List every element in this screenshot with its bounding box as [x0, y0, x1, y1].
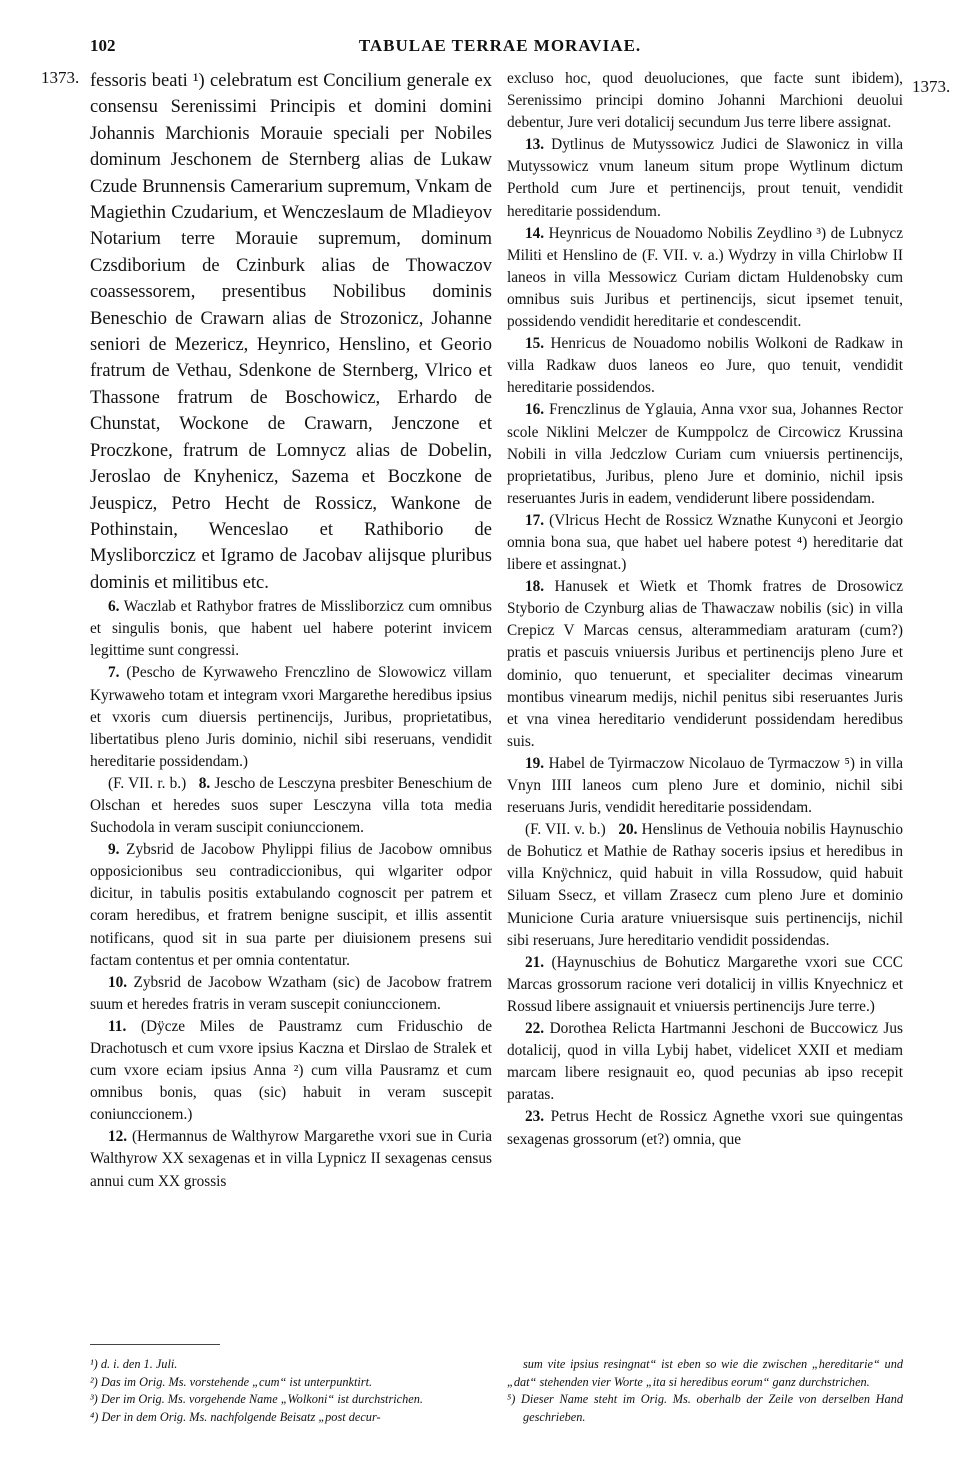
entry-16 — [507, 399, 903, 509]
entry-text: Jescho de Lesczyna presbiter Beneschium de Olschan et heredes suos super Lesczyna villa tota media Suchodola in veram suscipit coniunccionem. — [90, 774, 492, 837]
entry-number: 9. — [108, 841, 120, 859]
folio-reference: (F. VII. r. b.) — [108, 774, 187, 792]
entry-20 — [507, 819, 903, 952]
footnote-separator — [90, 1344, 220, 1345]
entry-23 — [507, 1106, 903, 1150]
entry-6 — [90, 596, 492, 662]
footnote-1: ¹) d. i. den 1. Juli. — [90, 1357, 178, 1371]
entry-text: Habel de Tyirmaczow Nicolauo de Tyrmaczow ⁵) in villa Vnyn IIII laneos cum pleno Jure et dominio, nichil sibi reseruans Juris, vendidit hereditarie possidendam. — [507, 754, 903, 817]
entry-18 — [507, 576, 903, 753]
entry-number: 12. — [108, 1128, 128, 1146]
entry-13 — [507, 134, 903, 222]
entry-number: 22. — [525, 1020, 545, 1038]
page-number: 102 — [90, 36, 116, 55]
footnote-5: ⁵) Dieser Name steht im Orig. Ms. oberhalb der Zeile von derselben Hand geschrieben. — [507, 1392, 903, 1424]
folio-reference: (F. VII. v. b.) — [525, 821, 606, 839]
entry-14 — [507, 223, 903, 333]
entry-21 — [507, 952, 903, 1018]
entry-number: 6. — [108, 598, 120, 616]
entry-8 — [90, 773, 492, 839]
entry-number: 15. — [525, 335, 545, 353]
entry-number: 19. — [525, 754, 545, 772]
entry-12 — [90, 1126, 492, 1192]
footnote-4-continued: sum vite ipsius resingnat“ ist eben so wie die zwischen „hereditarie“ und „dat“ stehenden vier Worte „ita si heredibus eorum“ ganz durchstrichen. — [507, 1357, 903, 1389]
entry-text: Henricus de Nouadomo nobilis Wolkoni de Radkaw in villa Radkaw duos laneos eo Jure, quo tenuit, vendidit hereditarie possidendos. — [507, 335, 903, 397]
entry-7 — [90, 662, 492, 772]
entry-number: 11. — [108, 1017, 127, 1035]
entry-number: 18. — [525, 578, 545, 596]
footnotes-right — [507, 1356, 903, 1426]
entry-number: 21. — [525, 953, 545, 971]
entry-text: Zybsrid de Jacobow Wzatham (sic) de Jacobow fratrem suum et heredes fratris in veram suscepit coniunccionem. — [90, 973, 492, 1013]
footnote-4: ⁴) Der in dem Orig. Ms. nachfolgende Beisatz „post decur- — [90, 1409, 381, 1424]
entry-text: Petrus Hecht de Rossicz Agnethe vxori sue quingentas sexagenas grossorum (et?) omnia, que — [507, 1108, 903, 1148]
entry-22 — [507, 1018, 903, 1106]
entry-text: Hanusek et Wietk et Thomk fratres de Drosowicz Styborio de Czynburg alias de Thawaczaw nobilis (sic) in villa Crepicz V Marcas census, alterammediam araturam (cum?) pratis et pascuis vniuersis Juribus et pertinencijs pleno Jure et dominio, quo tenuerunt, et specialiter decimas vinearum montibus vinearum medijs, nichil penitus sibi reseruantes Juris et vna vinea hereditario vendiderunt possidendam heredibus suis. — [507, 578, 903, 750]
footnote-2: ²) Das im Orig. Ms. vorstehende „cum“ ist unterpunktirt. — [90, 1374, 373, 1389]
entry-9 — [90, 839, 492, 972]
entry-12-continued: excluso hoc, quod deuoluciones, que facte sunt ibidem), Serenissimo principi domino Johanni Marchioni deuolui debentur, Jure veri dotalicij secundum Jus terre libere assignat. — [507, 70, 903, 132]
entry-text: (Vlricus Hecht de Rossicz Wznathe Kunyconi et Jeorgio omnia bona sua, que habet uel habere potest ⁴) hereditarie dat libere et assingnat.) — [507, 511, 903, 574]
page-header — [90, 36, 910, 60]
entry-text: Dytlinus de Mutyssowicz Judici de Slawonicz in villa Mutyssowicz vnum laneum situm prope Wytlinum dictum Perthold cum Jure et pertinencijs, prout tenuit, vendidit hereditarie possidendum. — [507, 136, 903, 220]
entry-number: 8. — [198, 774, 211, 792]
entry-text: Dorothea Relicta Hartmanni Jeschoni de Buccowicz Jus dotalicij, quod in villa Lybij habet, videlicet XXII et mediam marcam libere resignauit eo, quod pecunias ab ipso recepit paratas. — [507, 1020, 903, 1104]
entry-number: 14. — [525, 224, 545, 242]
entry-text: (Hermannus de Walthyrow Margarethe vxori sue in Curia Walthyrow XX sexagenas et in villa Lypnicz II sexagenas census annui cum XX grossis — [90, 1128, 492, 1190]
entry-text: (Haynuschius de Bohuticz Margarethe vxori sue CCC Marcas grossorum racione veri dotalicij in villis Knyechnicz et Rossud libere assignauit et vniuersis pertinencijs Jure terre.) — [507, 953, 903, 1015]
margin-year-right: 1373. — [912, 77, 951, 96]
right-column — [507, 68, 903, 1151]
left-column — [90, 68, 492, 1193]
entry-text: Heynricus de Nouadomo Nobilis Zeydlino ³) de Lubnycz Militi et Henslino de (F. VII. v. a.) Wydrzy in villa Chirlobw II laneos in villa Messowicz Curiam dictam Huldenobsky cum omnibus suis Juribus et pertinencijs, sicut ipsemet tenuit, possidendo vendidit hereditarie et condescendit. — [507, 224, 903, 331]
running-title: TABULAE TERRAE MORAVIAE. — [358, 36, 642, 55]
entry-number: 17. — [525, 511, 545, 529]
entry-number: 16. — [525, 401, 545, 419]
entry-text: (Pescho de Kyrwaweho Frenczlino de Slowowicz villam Kyrwaweho totam et integram vxori Margarethe heredibus ipsius et vxoris cum diuersis pertinencijs, Juribus, proprietatibus, libertatibus pleno Juris dominio, nichil sibi reseruans, vendidit hereditarie possidendam.) — [90, 664, 492, 770]
footnotes-left — [90, 1356, 490, 1426]
entry-number: 13. — [525, 136, 545, 154]
entry-text: Zybsrid de Jacobow Phylippi filius de Jacobow omnibus opposicionibus seu contradiccionibus, qui wlgariter odpor dicitur, in tabulis positis extabulando cognoscit per patrem et coram heredibus, et fratrem benigne suscipit, et illis assentit notificans, quod sit in sua parte per diuisionem presens sui factam contentus et per omnia contentatur. — [90, 841, 492, 969]
paragraph-intro: fessoris beati ¹) celebratum est Concilium generale ex consensu Serenissimi Principis et domini domini Johannis Marchionis Morauie speciali per Nobiles dominum Jeschonem de Sternberg alias de Lukaw Czude Brunnensis Camerarium supremum, Vnkam de Magiethin Czudarium, et Wenczeslaum de Mladieyov Notarium terre Morauie supremum, dominum Czsdiborium de Czinburk alias de Thowaczov coassessorem, presentibus Nobilibus dominis Beneschio de Crawarn alias de Strozonicz, Johanne seniori de Mezericz, Heynrico, Henslino, et Georio fratrum de Vethau, Sdenkone de Sternberg, Vlrico et Thassone fratrum de Boschowicz, Erhardo de Chunstat, Wockone de Crawarn, Jenczone et Proczkone, fratrum de Lomnycz alias de Dobelin, Jeroslao de Knyhenicz, Sazema et Boczkone de Jeuspicz, Petro Hecht de Rossicz, Wankone de Pothinstain, Wenceslao et Rathiborio de Mysliborczicz et Igramo de Jacobav alijsque pluribus dominis et militibus etc. — [90, 71, 492, 593]
entry-15 — [507, 333, 903, 399]
margin-year-left: 1373. — [41, 68, 80, 87]
footnote-3: ³) Der im Orig. Ms. vorgehende Name „Wolkoni“ ist durchstrichen. — [90, 1392, 423, 1406]
entry-number: 23. — [525, 1108, 545, 1126]
entry-text: Waczlab et Rathybor fratres de Missliborzicz cum omnibus et singulis bonis, que habent uel habere poterint invicem legittime sunt congressi. — [90, 598, 492, 660]
entry-19 — [507, 753, 903, 819]
entry-text: Henslinus de Vethouia nobilis Haynuschio de Bohuticz et Mathie de Rathay soceris ipsius et heredibus in villa Knÿchnicz, quid habuit in villa Rossudow, quid habuit Siluam Ssecz, et villam Zrasecz cum pleno Jure et dominio Municione Curia arature vniuersisque suis pertinencijs, nichil sibi reseruans, Jure hereditario vendidit possidendas. — [507, 821, 903, 949]
entry-number: 7. — [108, 664, 120, 682]
entry-text: Frenczlinus de Yglauia, Anna vxor sua, Johannes Rector scole Niklini Melczer de Kumppolcz de Circowicz Krussina Nobili in villa Jedczlow Curiam cum vniuersis pertinencijs, proprietatibus, Juribus, pleno Jure et dominio, nichil ipsis reseruantes Juris in eadem, vendiderunt libere possidendam. — [507, 401, 903, 507]
entry-text: (Dÿcze Miles de Paustramz cum Friduschio de Drachotusch et cum vxore ipsius Kaczna et Dirslao de Stralek et cum vxore eciam ipsius Anna ²) cum villa Pausramz et cum omnibus bonis, quas (sic) habuit in veram suscepit coniunccionem.) — [90, 1017, 492, 1124]
entry-number: 20. — [618, 821, 638, 839]
entry-17 — [507, 510, 903, 576]
entry-number: 10. — [108, 973, 128, 991]
entry-11 — [90, 1016, 492, 1126]
entry-10 — [90, 972, 492, 1016]
